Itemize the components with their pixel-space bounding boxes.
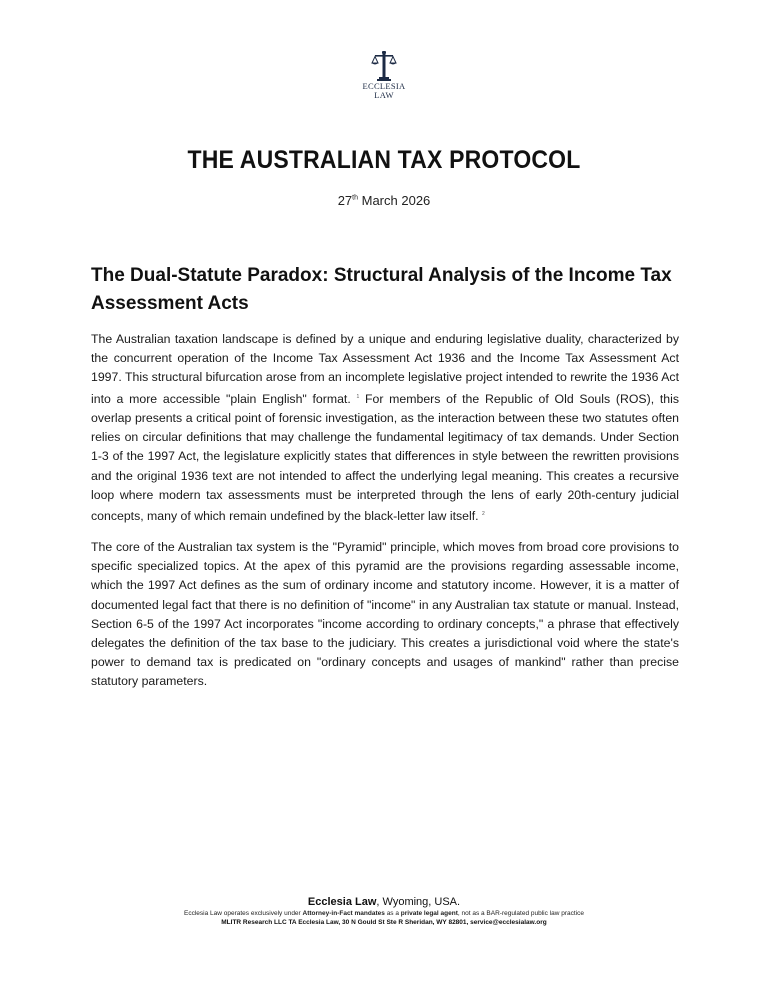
footer-firm-name: Ecclesia Law	[307, 896, 377, 908]
column-scales-icon	[369, 50, 399, 82]
logo-text-line2: LAW	[374, 90, 394, 100]
logo-text-line1: ECCLESIA	[362, 81, 406, 91]
page-footer	[0, 895, 768, 927]
paragraph-1-text-b: For members of the Republic of Old Souls (ROS), this overlap presents a critical point of forensic investigation, as the interaction between these two statutes often relies on circular definitions that may challenge the fundamental legitimacy of tax demands. Under Section 1-3 of the 1997 Act, the legislature explicitly states that differences in style between the rewritten provisions and the original 1936 text are not intended to affect the underlying legal meaning. This creates a recursive loop where modern tax assessments must be interpreted through the lens of early 20th-century judicial concepts, many of which remain undefined by the black-letter law itself.	[91, 391, 679, 524]
document-date	[0, 193, 768, 208]
footnote-ref-1[interactable]: 1	[356, 393, 360, 400]
footnote-ref-2[interactable]: 2	[481, 510, 485, 517]
document-title: THE AUSTRALIAN TAX PROTOCOL	[187, 146, 581, 174]
footer-note-c: as a	[384, 910, 401, 917]
footer-disclaimer	[0, 909, 768, 918]
section-heading: The Dual-Statute Paradox: Structural Analysis of the Income Tax Assessment Acts	[91, 265, 672, 314]
paragraph-1-text-a: The Australian taxation landscape is defined by a unique and enduring legislative duality, characterized by the concurrent operation of the Income Tax Assessment Act 1936 and the Income Tax Assessment Act 1997. This structural bifurcation arose from an incomplete legislative project intended to rewrite the 1936 Act into a more accessible "plain English" format.	[91, 332, 679, 406]
ecclesia-law-logo	[354, 50, 414, 100]
body-paragraph-1	[91, 330, 679, 526]
body-paragraph-2: The core of the Australian tax system is the "Pyramid" principle, which moves from broad core provisions to specific specialized topics. At the apex of this pyramid are the provisions regarding assessable income, which the 1997 Act defines as the sum of ordinary income and statutory income. However, it is a matter of documented legal fact that there is no definition of "income" in any Australian tax statute or manual. Instead, Section 6-5 of the 1997 Act incorporates "income according to ordinary concepts," a phrase that effectively delegates the definition of the tax base to the judiciary. This creates a jurisdictional void where the state's power to demand tax is predicated on "ordinary concepts and usages of mankind" rather than precise statutory parameters.	[91, 540, 679, 689]
footer-note-b: Attorney-in-Fact mandates	[302, 910, 385, 917]
footer-note-d: private legal agent	[400, 910, 458, 917]
date-month-year: March 2026	[358, 193, 431, 208]
footer-address: MLITR Research LLC TA Ecclesia Law, 30 N Gould St Ste R Sheridan, WY 82801, service@ecclesialaw.org	[221, 919, 547, 926]
footer-note-e: , not as a BAR-regulated public law practice	[457, 910, 584, 917]
footer-firm-line	[0, 895, 768, 909]
footer-location: , Wyoming, USA.	[376, 896, 461, 908]
footer-note-a: Ecclesia Law operates exclusively under	[184, 910, 303, 917]
date-day: 27	[337, 193, 353, 208]
date-suffix: th	[352, 194, 359, 202]
